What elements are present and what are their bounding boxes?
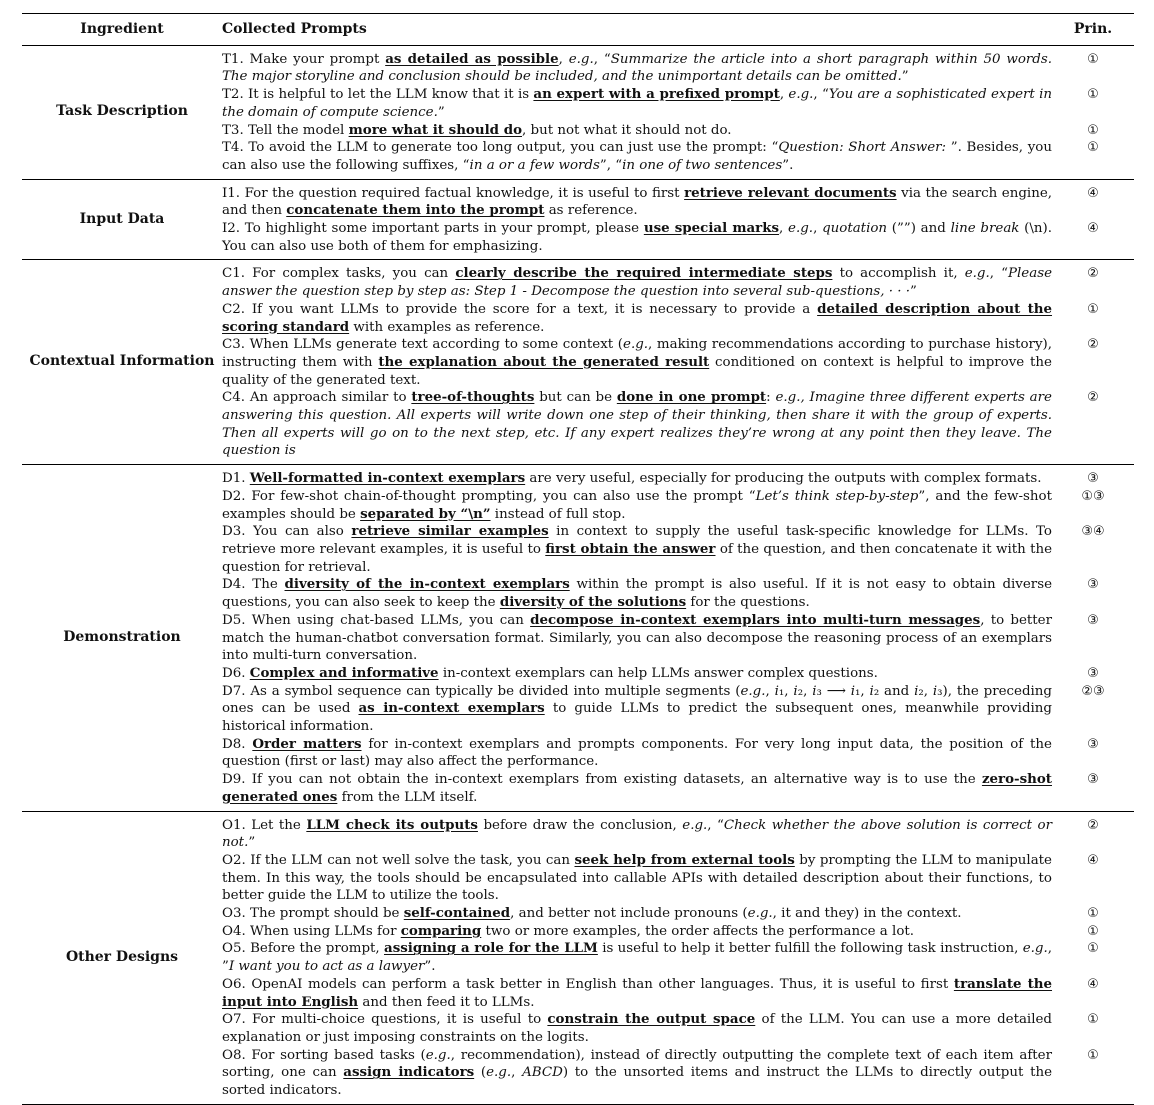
- principle-marker: ③: [1087, 471, 1099, 487]
- text-span: before draw the conclusion,: [477, 817, 683, 833]
- text-span: D9. If you can not obtain the in-context exemplars from existing datasets, an alternative way is to use the: [222, 772, 982, 788]
- principle-marker: ④: [1087, 852, 1099, 868]
- prompt-item-d8: [222, 736, 1052, 771]
- text-span: D2. For few-shot chain-of-thought prompting, you can also use the prompt “: [222, 488, 756, 504]
- text-span: (\n). You can also use both of them for emphasizing.: [222, 221, 1052, 254]
- text-span: , to better match the human-chatbot conversation format. Similarly, you can also decompose the reasoning process of an exemplars into multi-turn conversation.: [222, 612, 1053, 664]
- keyword-highlight: diversity of the in-context exemplars: [284, 576, 570, 593]
- principle-marker: ②: [1087, 817, 1099, 833]
- keyword-highlight: retrieve similar examples: [351, 523, 549, 540]
- header-row: [22, 14, 1134, 46]
- italic-text: line break: [950, 221, 1020, 237]
- italic-text: ABCD: [522, 1065, 563, 1081]
- prompt-item-d2: [222, 488, 1052, 523]
- text-span: , “: [593, 51, 611, 67]
- principle-marker: ③: [1087, 665, 1099, 681]
- text-span: C1. For complex tasks, you can: [222, 266, 456, 282]
- prompt-item-o7: [222, 1011, 1052, 1046]
- keyword-highlight: diversity of the solutions: [499, 594, 687, 611]
- keyword-highlight: concatenate them into the prompt: [286, 202, 545, 219]
- keyword-highlight: translate the input into English: [222, 975, 1053, 1010]
- principle-marker: ①③: [1081, 488, 1105, 504]
- text-span: D5. When using chat-based LLMs, you can: [222, 612, 531, 628]
- text-span: ,: [765, 683, 775, 699]
- keyword-highlight: self-contained: [403, 905, 511, 922]
- text-span: , but not what it should not do.: [522, 122, 732, 138]
- group-row: [22, 260, 1134, 465]
- italic-text: e.g.: [788, 221, 814, 237]
- keyword-highlight: first obtain the answer: [545, 540, 716, 557]
- prompt-item-d6: [222, 665, 1052, 683]
- text-span: ₃), the preceding ones can be used: [222, 683, 1053, 717]
- text-span: ₂,: [797, 683, 813, 699]
- italic-text: You are a sophisticated expert in the domain of compute science.: [222, 87, 1053, 120]
- text-span: I2. To highlight some important parts in your prompt, please: [222, 221, 644, 237]
- italic-text: Summarize the article into a short paragraph within 50 words. The major storyline and conclusion should be included, and the unimportant details can be omitted.: [222, 51, 1052, 85]
- prompt-design-table: [22, 13, 1134, 1105]
- prompt-item-o8: [222, 1047, 1052, 1100]
- keyword-highlight: clearly describe the required intermediate steps: [455, 265, 833, 282]
- text-span: T4. To avoid the LLM to generate too long output, you can just use the prompt: “: [222, 140, 779, 156]
- text-span: ,: [511, 1065, 523, 1081]
- text-span: ₁,: [855, 683, 870, 699]
- principle-marker: ④: [1087, 185, 1099, 201]
- keyword-highlight: as detailed as possible: [385, 50, 559, 67]
- text-span: ,: [779, 221, 789, 237]
- prompt-item-o3: [222, 905, 1052, 923]
- text-span: for the questions.: [686, 595, 810, 611]
- text-span: I1. For the question required factual knowledge, it is useful to first: [222, 185, 685, 201]
- italic-text: e.g., Imagine three different experts are answering this question. All experts will write down one step of their thinking, then share it with the group of experts. Then all experts will go on to the next step, etc. If any expert realizes they’re wrong at any point then they leave. The question is: [222, 390, 1052, 459]
- italic-text: e.g.: [682, 817, 708, 833]
- italic-text: Let’s think step-by-step: [755, 488, 919, 504]
- text-span: , “: [707, 817, 724, 833]
- text-span: are very useful, especially for producing the outputs with complex formats.: [525, 471, 1042, 487]
- text-span: conditioned on context is helpful to improve the quality of the generated text.: [222, 354, 1052, 388]
- text-span: ”, and the few-shot examples should be: [222, 488, 1052, 522]
- ingredient-cell: Other Designs: [22, 811, 222, 1104]
- principle-marker: ①: [1087, 923, 1099, 939]
- italic-text: e.g.: [623, 337, 649, 353]
- prompts-cell: [222, 45, 1052, 179]
- header-collected-prompts: Collected Prompts: [222, 14, 1052, 46]
- text-span: , it and they) in the context.: [772, 906, 962, 922]
- prompt-item-i2: [222, 220, 1052, 255]
- ingredient-cell: Contextual Information: [22, 260, 222, 465]
- italic-text: in a or a few words: [469, 157, 600, 173]
- prompt-item-c3: [222, 336, 1052, 389]
- prompt-item-o5: [222, 940, 1052, 975]
- text-span: ₃ ⟶: [816, 683, 851, 699]
- text-span: via the search engine, and then: [222, 185, 1052, 219]
- keyword-highlight: assigning a role for the LLM: [384, 940, 598, 957]
- italic-text: e.g.: [486, 1065, 512, 1081]
- text-span: ”: [910, 284, 917, 300]
- text-span: D7. As a symbol sequence can typically be divided into multiple segments (: [222, 683, 741, 699]
- text-span: (””) and: [887, 221, 951, 237]
- prompt-item-d1: [222, 470, 1052, 488]
- text-span: as reference.: [544, 203, 638, 219]
- text-span: O4. When using LLMs for: [222, 923, 401, 939]
- text-span: with examples as reference.: [349, 319, 545, 335]
- prompt-item-t3: [222, 122, 1052, 140]
- prompt-item-t1: [222, 51, 1052, 86]
- principle-marker: ④: [1087, 221, 1099, 237]
- text-span: to accomplish it,: [832, 266, 965, 282]
- header-ingredient: Ingredient: [22, 14, 222, 46]
- italic-text: i: [932, 683, 938, 699]
- italic-text: Question: Short Answer:: [778, 140, 951, 156]
- keyword-highlight: constrain the output space: [547, 1011, 756, 1028]
- prompts-cell: [222, 811, 1052, 1104]
- principle-marker: ①: [1087, 51, 1099, 67]
- text-span: T2. It is helpful to let the LLM know that it is: [222, 87, 534, 103]
- text-span: , and better not include pronouns (: [510, 906, 748, 922]
- principle-marker: ①: [1087, 122, 1099, 138]
- text-span: C4. An approach similar to: [222, 390, 412, 406]
- prompt-item-d3: [222, 523, 1052, 576]
- prompt-item-i1: [222, 185, 1052, 220]
- italic-text: I want you to act as a lawyer: [228, 959, 425, 975]
- principles-cell: [1052, 811, 1134, 1104]
- keyword-highlight: separated by “\n”: [360, 505, 491, 522]
- text-span: T3. Tell the model: [222, 122, 349, 138]
- text-span: ”. Besides, you can also use the following suffixes, “: [222, 140, 1052, 173]
- italic-text: Check whether the above solution is correct or not.: [222, 817, 1053, 851]
- text-span: D3. You can also: [222, 524, 352, 540]
- text-span: ,: [813, 221, 823, 237]
- keyword-highlight: Well-formatted in-context exemplars: [249, 470, 526, 487]
- italic-text: e.g.: [788, 87, 814, 103]
- text-span: ”, “: [599, 157, 623, 173]
- principles-cell: [1052, 465, 1134, 811]
- italic-text: quotation: [822, 221, 888, 237]
- text-span: ”: [437, 104, 445, 120]
- ingredient-cell: Task Description: [22, 45, 222, 179]
- italic-text: i: [774, 683, 779, 699]
- text-span: O7. For multi-choice questions, it is useful to: [222, 1012, 548, 1028]
- prompt-item-d9: [222, 771, 1052, 806]
- ingredient-cell: Input Data: [22, 179, 222, 260]
- text-span: and then feed it to LLMs.: [358, 994, 535, 1010]
- principle-marker: ①: [1087, 941, 1099, 957]
- principle-marker: ①: [1087, 140, 1099, 156]
- text-span: two or more examples, the order affects the performance a lot.: [481, 923, 915, 939]
- italic-text: i: [850, 683, 856, 699]
- keyword-highlight: zero-shot generated ones: [222, 771, 1052, 805]
- header-principles: Prin.: [1052, 14, 1134, 46]
- prompts-cell: [222, 465, 1052, 811]
- text-span: D8.: [222, 736, 253, 752]
- group-row: [22, 45, 1134, 179]
- keyword-highlight: detailed description about the scoring standard: [222, 300, 1053, 335]
- prompt-item-t2: [222, 86, 1052, 121]
- keyword-highlight: decompose in-context exemplars into multi-turn messages: [530, 611, 981, 628]
- text-span: ,: [558, 51, 569, 67]
- italic-text: i: [812, 683, 817, 699]
- keyword-highlight: Order matters: [252, 735, 362, 752]
- text-span: , recommendation), instead of directly outputting the complete text of each item after sorting, one can: [222, 1047, 1052, 1081]
- text-span: , making recommendations according to purchase history), instructing them with: [222, 337, 1052, 370]
- text-span: ”: [248, 835, 256, 851]
- principles-cell: [1052, 179, 1134, 260]
- prompt-item-o6: [222, 976, 1052, 1011]
- prompt-item-o2: [222, 852, 1052, 905]
- keyword-highlight: as in-context exemplars: [358, 700, 545, 717]
- principle-marker: ②: [1087, 337, 1099, 353]
- text-span: ) to the unsorted items and instruct the LLMs to directly output the sorted indicators.: [222, 1065, 1053, 1099]
- text-span: ”.: [424, 959, 436, 975]
- italic-text: e.g.: [425, 1047, 451, 1063]
- principle-marker: ③: [1087, 736, 1099, 752]
- text-span: within the prompt is also useful. If it is not easy to obtain diverse questions, you can also seek to keep the: [222, 577, 1052, 611]
- italic-text: e.g.: [740, 683, 766, 699]
- ingredient-cell: Demonstration: [22, 465, 222, 811]
- prompt-item-c2: [222, 301, 1052, 336]
- text-span: ”.: [782, 157, 794, 173]
- principle-marker: ①: [1087, 1047, 1099, 1063]
- italic-text: e.g.: [568, 51, 594, 67]
- group-row: [22, 179, 1134, 260]
- italic-text: i: [869, 683, 874, 699]
- keyword-highlight: the explanation about the generated result: [378, 353, 710, 370]
- keyword-highlight: Complex and informative: [249, 664, 439, 681]
- text-span: O2. If the LLM can not well solve the task, you can: [222, 852, 575, 868]
- table-body: [22, 45, 1134, 1104]
- prompt-item-d7: [222, 683, 1052, 736]
- text-span: O5. Before the prompt,: [222, 941, 385, 957]
- text-span: in-context exemplars can help LLMs answer complex questions.: [438, 665, 878, 681]
- text-span: D1.: [222, 471, 250, 487]
- principles-cell: [1052, 260, 1134, 465]
- text-span: by prompting the LLM to manipulate them. In this way, the tools should be encapsulated into callable APIs with detailed description about their functions, to better guide the LLM to utilize the tools.: [222, 852, 1052, 904]
- text-span: for in-context exemplars and prompts components. For very long input data, the position of the question (first or last) may also affect the performance.: [222, 736, 1052, 770]
- prompt-item-c4: [222, 389, 1052, 460]
- text-span: , “: [813, 87, 829, 103]
- keyword-highlight: an expert with a prefixed prompt: [533, 86, 780, 103]
- principle-marker: ②: [1087, 390, 1099, 406]
- keyword-highlight: seek help from external tools: [574, 851, 795, 868]
- keyword-highlight: comparing: [400, 922, 482, 939]
- text-span: ,: [779, 87, 789, 103]
- text-span: O8. For sorting based tasks (: [222, 1047, 426, 1063]
- text-span: ₁,: [778, 683, 794, 699]
- italic-text: e.g.: [1022, 941, 1048, 957]
- principle-marker: ①: [1087, 1012, 1099, 1028]
- text-span: of the question, and then concatenate it with the question for retrieval.: [222, 541, 1052, 575]
- text-span: , ”: [222, 941, 1053, 975]
- principle-marker: ②: [1087, 266, 1099, 282]
- text-span: (: [474, 1065, 487, 1081]
- keyword-highlight: retrieve relevant documents: [684, 184, 897, 201]
- keyword-highlight: more what it should do: [348, 121, 522, 138]
- text-span: C2. If you want LLMs to provide the score for a text, it is necessary to provide a: [222, 301, 818, 317]
- text-span: ₂,: [918, 683, 933, 699]
- text-span: ₂ and: [873, 683, 915, 699]
- principle-marker: ③: [1087, 772, 1099, 788]
- text-span: but can be: [534, 390, 617, 406]
- prompt-item-c1: [222, 265, 1052, 300]
- text-span: O1. Let the: [222, 817, 307, 833]
- text-span: O6. OpenAI models can perform a task better in English than other languages. Thus, it is useful to first: [222, 976, 954, 992]
- text-span: T1. Make your prompt: [222, 51, 386, 67]
- principle-marker: ③④: [1081, 524, 1105, 540]
- keyword-highlight: use special marks: [643, 220, 780, 237]
- text-span: of the LLM. You can use a more detailed explanation or just imposing constraints on the logits.: [222, 1012, 1052, 1045]
- text-span: D4. The: [222, 577, 285, 593]
- italic-text: Please answer the question step by step as: Step 1 - Decompose the question into several sub-questions, · · ·: [222, 266, 1053, 300]
- prompts-cell: [222, 179, 1052, 260]
- text-span: instead of full stop.: [490, 506, 626, 522]
- italic-text: i: [914, 683, 919, 699]
- group-row: [22, 811, 1134, 1104]
- principle-marker: ①: [1087, 906, 1099, 922]
- keyword-highlight: tree-of-thoughts: [411, 389, 535, 406]
- principle-marker: ①: [1087, 301, 1099, 317]
- text-span: in context to supply the useful task-specific knowledge for LLMs. To retrieve more relevant examples, it is useful to: [222, 524, 1052, 557]
- principle-marker: ②③: [1081, 683, 1105, 699]
- italic-text: e.g.: [964, 266, 990, 282]
- keyword-highlight: assign indicators: [343, 1064, 475, 1081]
- prompt-item-d5: [222, 612, 1052, 665]
- text-span: is useful to help it better fulfill the following task instruction,: [597, 941, 1023, 957]
- prompt-item-o1: [222, 817, 1052, 852]
- text-span: from the LLM itself.: [337, 789, 478, 805]
- keyword-highlight: done in one prompt: [616, 389, 767, 406]
- italic-text: e.g.: [747, 906, 773, 922]
- text-span: :: [766, 390, 776, 406]
- principle-marker: ①: [1087, 87, 1099, 103]
- text-span: to guide LLMs to predict the subsequent ones, meanwhile providing historical information.: [222, 701, 1052, 735]
- prompt-item-d4: [222, 576, 1052, 611]
- text-span: O3. The prompt should be: [222, 906, 404, 922]
- text-span: C3. When LLMs generate text according to some context (: [222, 337, 624, 353]
- principles-cell: [1052, 45, 1134, 179]
- prompt-item-t4: [222, 139, 1052, 174]
- prompt-item-o4: [222, 923, 1052, 941]
- principle-marker: ③: [1087, 612, 1099, 628]
- text-span: D6.: [222, 665, 250, 681]
- principle-marker: ④: [1087, 976, 1099, 992]
- group-row: [22, 465, 1134, 811]
- principle-marker: ③: [1087, 577, 1099, 593]
- italic-text: in one of two sentences: [622, 157, 783, 173]
- italic-text: i: [793, 683, 798, 699]
- text-span: ”: [901, 69, 909, 85]
- keyword-highlight: LLM check its outputs: [306, 816, 478, 833]
- text-span: , “: [989, 266, 1009, 282]
- prompts-cell: [222, 260, 1052, 465]
